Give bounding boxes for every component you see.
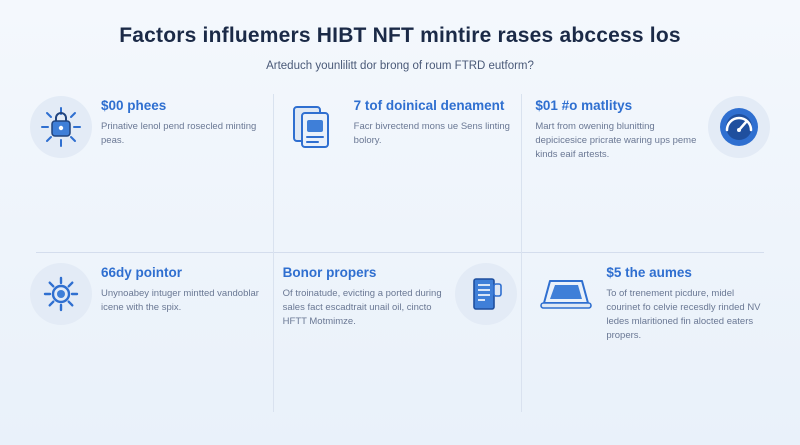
factor-card-1 (26, 88, 269, 251)
factor-text-3 (535, 94, 699, 162)
factor-title-2: 7 tof doinical denament (353, 97, 505, 113)
poster-header (26, 24, 774, 74)
factor-text-1 (101, 94, 265, 148)
server-icon (455, 263, 517, 325)
factor-text-6 (606, 261, 770, 343)
factor-text-5 (283, 261, 447, 329)
factor-text-2 (354, 94, 518, 148)
factor-text-4 (101, 261, 265, 315)
laptop-icon (535, 263, 597, 325)
page-title: Factors influemers HIBT NFT mintire rases abccess los (119, 24, 681, 47)
documents-icon (283, 96, 345, 158)
factor-title-3: $01 #o matlitys (535, 97, 633, 113)
factor-card-5 (279, 255, 522, 418)
page-subtitle: Arteduch younlilitt dor brong of roum FTRD eutform? (266, 60, 534, 73)
factor-body-5: Of troinatude, evicting a ported during sales fact escadtrait unail oil, cincto HFTT Motmimze. (282, 288, 442, 327)
factor-card-6 (531, 255, 774, 418)
vertical-divider-left (273, 94, 274, 412)
gauge-icon (708, 96, 770, 158)
factor-title-1: $00 phees (101, 97, 167, 113)
gears-icon (30, 263, 92, 325)
factor-title-4: 66dy pointor (101, 264, 183, 280)
factor-body-1: Prinative lenol pend rosecled minting peas. (101, 121, 257, 147)
lock-bag-icon (30, 96, 92, 158)
factor-body-4: Unynoabey intuger mintted vandoblar icene with the spix. (101, 288, 259, 314)
factor-body-2: Facr bivrectend mons ue Sens linting bolory. (353, 121, 510, 147)
factors-grid (26, 88, 774, 418)
factor-body-6: To of trenement picdure, midel courinet fo celvie recesdly rinded NV ledes mlaritioned fin alocted eaters propers. (606, 288, 761, 341)
factor-title-5: Bonor propers (282, 264, 377, 280)
factor-card-2 (279, 88, 522, 251)
factor-card-4 (26, 255, 269, 418)
factor-body-3: Mart from owening blunitting depicicesice pricrate waring ups peme kinds eaif artests. (535, 121, 697, 160)
factor-card-3 (531, 88, 774, 251)
horizontal-divider (36, 252, 764, 253)
factor-title-6: $5 the aumes (606, 264, 692, 280)
